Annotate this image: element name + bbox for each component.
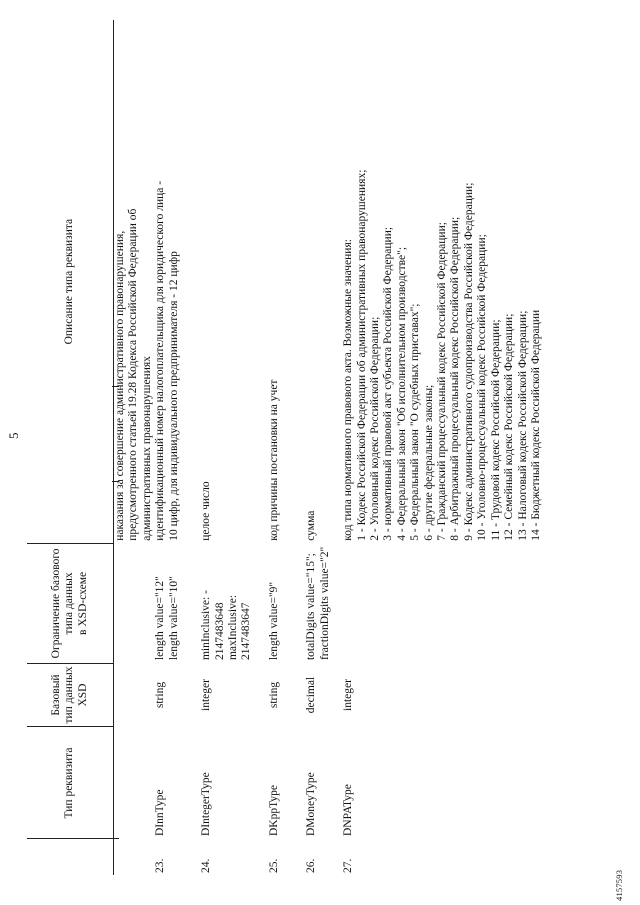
row-restriction xyxy=(342,544,543,663)
row-description: код типа нормативного правового акта. Возможные значения: 1 - Кодекс Российской Федерации об административных правонарушениях; 2 - Уголовный кодекс Российской Федерации; 3 - нормативный правовой акт субъекта Российской Федерации; 4 - Федеральный закон "Об исполнительном производстве"; 5 - Федеральный закон "О судебных приставах"; 6 - другие федеральные законы; 7 - Гражданский процессуальный кодекс Российской Федерации; 8 - Арбитражный процессуальный кодекс Российской Федерации; 9 - Кодекс административного судопроизводства Российской Федерации; 10 - Уголовно-процессуальный кодекс Российской Федерации; 11 - Трудовой кодекс Российской Федерации; 12 - Семейный кодекс Российской Федерации; 13 - Налоговый кодекс Российской Федерации; 14 - Бюджетный кодекс Российской Федерации xyxy=(342,169,542,541)
row-base-type: decimal xyxy=(305,676,318,714)
table-row xyxy=(305,20,342,875)
row-number: 25. xyxy=(268,858,281,873)
row-number: 26. xyxy=(305,858,318,873)
row-description: наказания за совершение административного правонарушения, предусмотренного статьей 19.28 Кодекса Российской Федерации об административных правонарушениях xyxy=(114,208,153,541)
row-number: 24. xyxy=(200,858,213,873)
row-base-type: integer xyxy=(200,679,213,711)
requisite-types-table xyxy=(27,20,543,875)
row-base-type: string xyxy=(154,681,167,709)
row-base-type xyxy=(114,663,155,727)
row-type-name xyxy=(114,727,155,839)
row-type-name: DMoneyType xyxy=(305,772,318,836)
row-restriction: length value="12" length value="10" xyxy=(154,576,180,661)
header-type-name: Тип реквизита xyxy=(27,727,114,839)
table-row xyxy=(342,20,543,875)
row-type-name: DIntegerType xyxy=(200,772,213,836)
row-number: 23. xyxy=(154,858,167,873)
table-header-row xyxy=(27,20,114,875)
row-restriction: length value="9" xyxy=(268,581,281,661)
header-description: Описание типа реквизита xyxy=(27,20,114,544)
row-type-name: DKppType xyxy=(268,785,281,836)
row-base-type: string xyxy=(268,681,281,709)
table-row xyxy=(268,20,305,875)
row-restriction xyxy=(114,544,155,663)
row-number: 27. xyxy=(342,858,355,873)
row-number xyxy=(114,839,155,875)
header-number xyxy=(27,839,114,875)
page-number: 5 xyxy=(6,432,21,439)
document-code: 4157593 xyxy=(614,869,624,901)
row-restriction: minInclusive: - 2147483648 maxInclusive: 2147483647 xyxy=(200,590,253,661)
row-description: сумма xyxy=(305,510,318,541)
table-row xyxy=(200,20,268,875)
table-row xyxy=(114,20,155,875)
header-restriction: Ограничение базового типа данных в XSD-схеме xyxy=(27,544,114,663)
table-row xyxy=(154,20,200,875)
row-description: код причины постановки на учет xyxy=(268,379,281,541)
header-base-type: Базовый тип данных XSD xyxy=(27,663,114,727)
row-description: идентификационный номер налогоплательщика для юридического лица - 10 цифр, для индивидуального предпринимателя - 12 цифр xyxy=(154,180,180,541)
row-type-name: DInnType xyxy=(154,789,167,836)
row-restriction: totalDigits value="15"; fractionDigits value="2" xyxy=(305,546,331,661)
row-base-type: integer xyxy=(342,679,355,711)
row-type-name: DNPAType xyxy=(342,784,355,836)
row-description: целое число xyxy=(200,481,213,541)
